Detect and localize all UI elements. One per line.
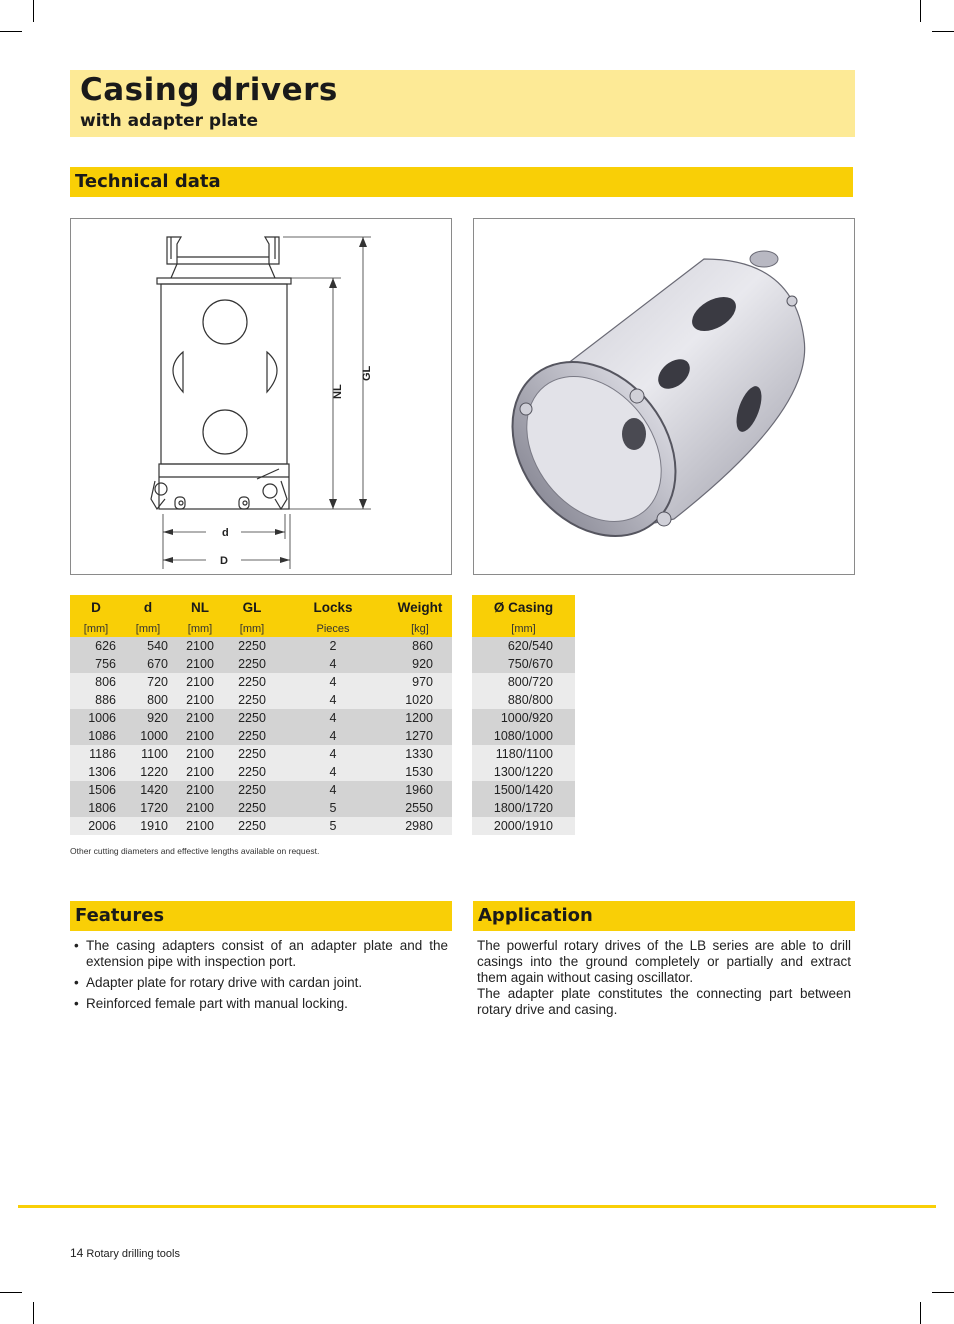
table-cell: 2100 — [174, 727, 226, 745]
table-cell: 2250 — [226, 655, 278, 673]
table-cell: 4 — [278, 745, 388, 763]
list-item: • The casing adapters consist of an adapter plate and the extension pipe with inspection port. — [70, 938, 448, 970]
table-cell: 2250 — [226, 691, 278, 709]
crop-mark — [920, 1302, 921, 1324]
table-header-row — [472, 595, 575, 620]
table-cell: 620/540 — [472, 637, 575, 655]
table-cell: 1180/1100 — [472, 745, 575, 763]
crop-mark — [920, 0, 921, 22]
table-cell: 1086 — [70, 727, 122, 745]
table-cell: 2250 — [226, 781, 278, 799]
table-cell: 1020 — [388, 691, 452, 709]
col-unit: [mm] — [70, 620, 122, 637]
table-row — [70, 691, 452, 709]
crop-mark — [33, 1302, 34, 1324]
crop-mark — [932, 31, 954, 32]
table-cell: 806 — [70, 673, 122, 691]
table-cell: 2250 — [226, 817, 278, 835]
table-cell: 1200 — [388, 709, 452, 727]
table-cell: 2000/1910 — [472, 817, 575, 835]
col-unit: [mm] — [472, 620, 575, 637]
table-row — [70, 727, 452, 745]
table-cell: 670 — [122, 655, 174, 673]
crop-mark — [932, 1292, 954, 1293]
col-header: Locks — [278, 595, 388, 620]
table-cell: 880/800 — [472, 691, 575, 709]
label-d-big: D — [220, 555, 228, 567]
table-cell: 2250 — [226, 673, 278, 691]
table-row — [70, 655, 452, 673]
col-header: Ø Casing — [472, 595, 575, 620]
page-subtitle: with adapter plate — [80, 111, 259, 131]
technical-drawing — [71, 219, 451, 574]
table-row — [472, 763, 575, 781]
application-paragraph: The adapter plate constitutes the connecting part between rotary drive and casing. — [477, 986, 851, 1017]
application-text — [477, 938, 851, 1018]
crop-mark — [0, 31, 22, 32]
table-cell: 1100 — [122, 745, 174, 763]
table-cell: 2250 — [226, 763, 278, 781]
table-cell: 1220 — [122, 763, 174, 781]
table-cell: 720 — [122, 673, 174, 691]
table-cell: 800/720 — [472, 673, 575, 691]
table-unit-row — [472, 620, 575, 637]
table-cell: 4 — [278, 727, 388, 745]
crop-mark — [33, 0, 34, 22]
table-cell: 756 — [70, 655, 122, 673]
label-d-small: d — [222, 527, 229, 539]
page-header — [70, 70, 855, 137]
table-cell: 2550 — [388, 799, 452, 817]
casing-driver-render-frame — [473, 218, 855, 575]
table-cell: 2100 — [174, 817, 226, 835]
table-cell: 2100 — [174, 781, 226, 799]
table-row — [472, 673, 575, 691]
table-cell: 1910 — [122, 817, 174, 835]
table-row — [472, 637, 575, 655]
table-cell: 2006 — [70, 817, 122, 835]
features-list — [70, 938, 448, 1017]
footer-rule — [18, 1205, 936, 1208]
table-cell: 1800/1720 — [472, 799, 575, 817]
features-bar — [70, 901, 452, 931]
table-cell: 1300/1220 — [472, 763, 575, 781]
table-cell: 2100 — [174, 799, 226, 817]
table-cell: 2100 — [174, 655, 226, 673]
table-unit-row — [70, 620, 452, 637]
table-row — [472, 709, 575, 727]
table-cell: 750/670 — [472, 655, 575, 673]
table-cell: 920 — [388, 655, 452, 673]
table-row — [70, 781, 452, 799]
table-cell: 1000/920 — [472, 709, 575, 727]
footer-section: Rotary drilling tools — [86, 1248, 180, 1260]
casing-driver-render — [474, 219, 854, 574]
table-cell: 920 — [122, 709, 174, 727]
page-number: 14 — [70, 1246, 84, 1260]
table-cell: 2980 — [388, 817, 452, 835]
table-cell: 1000 — [122, 727, 174, 745]
col-header: NL — [174, 595, 226, 620]
technical-drawing-frame — [70, 218, 452, 575]
table-cell: 1506 — [70, 781, 122, 799]
table-header-row — [70, 595, 452, 620]
table-cell: 2100 — [174, 673, 226, 691]
list-item: • Reinforced female part with manual locking. — [70, 996, 448, 1012]
table-cell: 2250 — [226, 799, 278, 817]
technical-data-table — [70, 595, 452, 835]
table-cell: 2250 — [226, 745, 278, 763]
table-cell: 1720 — [122, 799, 174, 817]
label-gl: GL — [361, 365, 373, 381]
col-unit: [kg] — [388, 620, 452, 637]
col-unit: Pieces — [278, 620, 388, 637]
table-cell: 4 — [278, 781, 388, 799]
table-cell: 5 — [278, 799, 388, 817]
table-cell: 1186 — [70, 745, 122, 763]
table-cell: 1420 — [122, 781, 174, 799]
table-cell: 1500/1420 — [472, 781, 575, 799]
application-heading: Application — [478, 905, 593, 926]
application-bar — [473, 901, 855, 931]
table-cell: 1306 — [70, 763, 122, 781]
table-cell: 540 — [122, 637, 174, 655]
table-cell: 2100 — [174, 709, 226, 727]
table-cell: 4 — [278, 709, 388, 727]
table-cell: 1270 — [388, 727, 452, 745]
table-row — [472, 691, 575, 709]
technical-data-bar — [70, 167, 853, 197]
col-unit: [mm] — [226, 620, 278, 637]
table-cell: 2100 — [174, 637, 226, 655]
table-row — [70, 709, 452, 727]
table-row — [472, 799, 575, 817]
table-cell: 970 — [388, 673, 452, 691]
table-row — [472, 781, 575, 799]
table-cell: 1006 — [70, 709, 122, 727]
col-header: D — [70, 595, 122, 620]
table-row — [70, 637, 452, 655]
table-row — [70, 745, 452, 763]
technical-data-heading: Technical data — [75, 171, 221, 192]
table-cell: 2250 — [226, 637, 278, 655]
table-cell: 2100 — [174, 691, 226, 709]
casing-table — [472, 595, 575, 835]
table-row — [70, 799, 452, 817]
crop-mark — [0, 1292, 22, 1293]
table-cell: 2250 — [226, 709, 278, 727]
table-cell: 2100 — [174, 763, 226, 781]
table-row — [472, 727, 575, 745]
table-cell: 886 — [70, 691, 122, 709]
col-header: Weight — [388, 595, 452, 620]
table-cell: 2 — [278, 637, 388, 655]
table-row — [472, 655, 575, 673]
table-row — [70, 673, 452, 691]
table-cell: 800 — [122, 691, 174, 709]
col-header: GL — [226, 595, 278, 620]
table-cell: 1080/1000 — [472, 727, 575, 745]
table-row — [472, 745, 575, 763]
table-cell: 1806 — [70, 799, 122, 817]
table-cell: 4 — [278, 691, 388, 709]
label-nl: NL — [332, 384, 344, 399]
table-footnote: Other cutting diameters and effective lengths available on request. — [70, 846, 320, 856]
table-cell: 1530 — [388, 763, 452, 781]
page-footer — [70, 1246, 180, 1260]
table-cell: 4 — [278, 763, 388, 781]
table-row — [472, 817, 575, 835]
features-heading: Features — [75, 905, 165, 926]
table-cell: 5 — [278, 817, 388, 835]
table-cell: 2250 — [226, 727, 278, 745]
col-header: d — [122, 595, 174, 620]
table-cell: 1330 — [388, 745, 452, 763]
col-unit: [mm] — [174, 620, 226, 637]
table-cell: 4 — [278, 655, 388, 673]
table-row — [70, 817, 452, 835]
table-cell: 2100 — [174, 745, 226, 763]
table-cell: 860 — [388, 637, 452, 655]
application-paragraph: The powerful rotary drives of the LB series are able to drill casings into the ground completely or partially and extract them again without casing oscillator. — [477, 938, 851, 985]
page-title: Casing drivers — [80, 72, 338, 108]
table-cell: 626 — [70, 637, 122, 655]
table-row — [70, 763, 452, 781]
list-item: • Adapter plate for rotary drive with cardan joint. — [70, 975, 448, 991]
col-unit: [mm] — [122, 620, 174, 637]
table-cell: 1960 — [388, 781, 452, 799]
table-cell: 4 — [278, 673, 388, 691]
